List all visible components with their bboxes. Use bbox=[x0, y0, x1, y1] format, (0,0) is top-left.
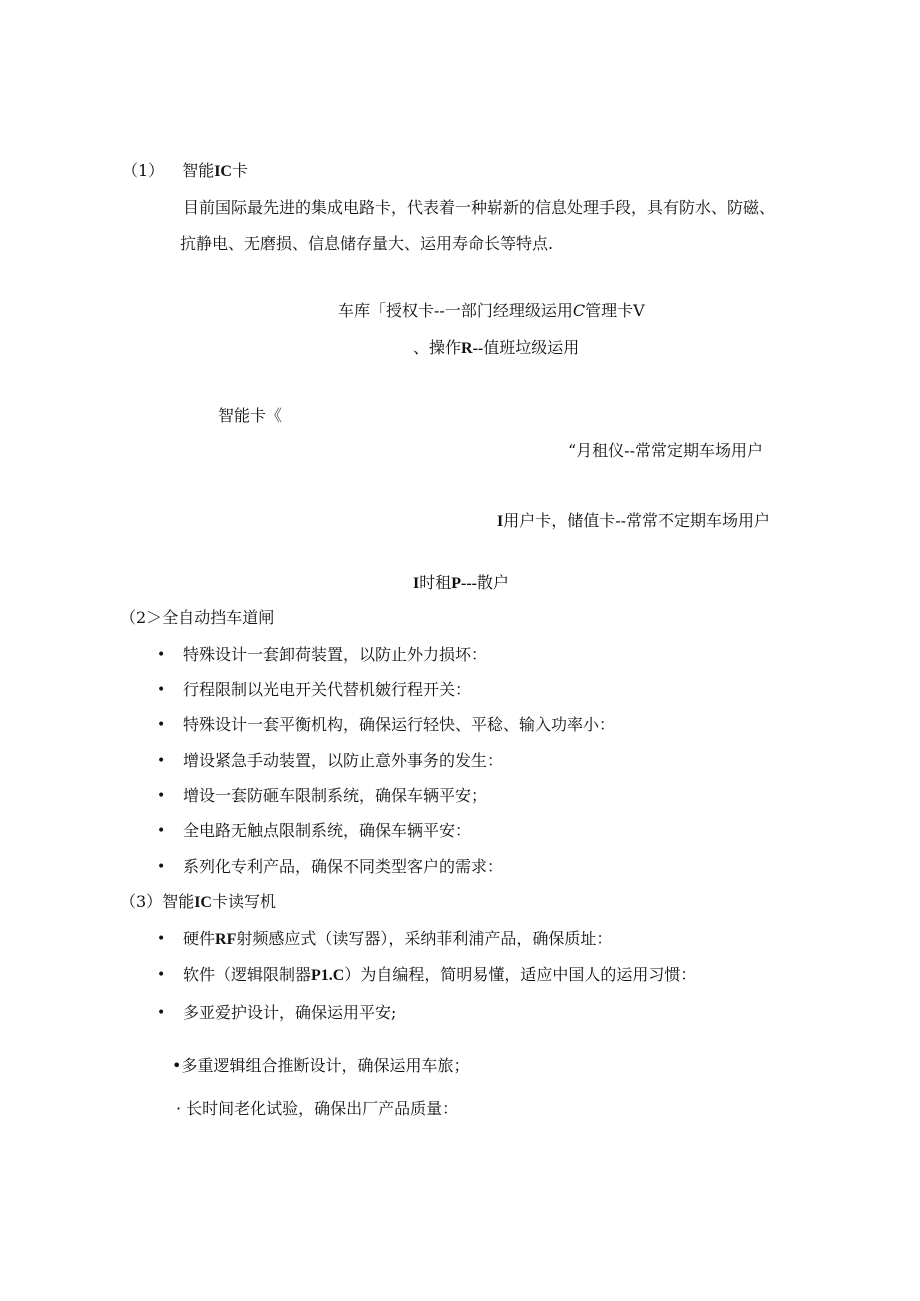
section1-desc-line1: 目前国际最先进的集成电路卡，代表着一种崭新的信息处理手段，具有防水、防磁、 bbox=[183, 198, 776, 217]
section3-heading bbox=[120, 891, 276, 914]
list-bullet: • bbox=[157, 823, 166, 839]
operator-card-line bbox=[413, 337, 579, 360]
hourly-i: I bbox=[413, 575, 420, 592]
section1-title-bold: IC bbox=[214, 163, 232, 180]
list-item: 特殊设计一套平衡机构，确保运行轻快、平稔、输入功率小： bbox=[183, 715, 616, 734]
list-bullet: • bbox=[157, 967, 166, 983]
list-bullet: • bbox=[157, 859, 166, 875]
list-item: 系列化专利产品，确保不同类型客户的需求： bbox=[183, 857, 504, 876]
section1-title-pre: 智能 bbox=[182, 161, 215, 180]
list-item: · 长时间老化试验，确保出厂产品质量： bbox=[176, 1099, 459, 1118]
operator-post: 值班垃级运用 bbox=[483, 338, 580, 357]
list-item: 全电路无触点限制系统，确保车辆平安： bbox=[183, 821, 472, 840]
list-item: 特殊设计一套卸荷装置，以防止外力损坏： bbox=[183, 645, 488, 664]
user-card-line bbox=[497, 510, 770, 533]
item1-pre: 硬件 bbox=[183, 929, 216, 948]
item2-post: ）为自编程，简明易懂，适应中国人的运用习惯： bbox=[344, 965, 697, 984]
list-item: 增设紧急手动装置，以防止意外事务的发生： bbox=[183, 751, 504, 770]
section3-number: （3） bbox=[120, 892, 163, 911]
hourly-pre: 时租 bbox=[419, 573, 452, 592]
list-item: •多重逻辑组合推断设计，确保运用车旅； bbox=[172, 1056, 470, 1075]
monthly-card-line: “月租仪--常常定期车场用户 bbox=[568, 441, 763, 460]
list-bullet: • bbox=[157, 717, 166, 733]
hourly-bold: P--- bbox=[451, 575, 478, 592]
smart-card-label: 智能卡《 bbox=[218, 406, 283, 425]
item1-post: 射频感应式（读写器），采纳菲利浦产品，确保质址： bbox=[236, 929, 613, 948]
list-bullet: • bbox=[157, 647, 166, 663]
operator-pre: 、操作 bbox=[413, 338, 462, 357]
user-card-i: I bbox=[497, 513, 504, 530]
item1-bold: RF bbox=[215, 931, 237, 948]
list-bullet: • bbox=[157, 1005, 166, 1021]
section1-number: （1） bbox=[122, 161, 165, 180]
garage-card-line bbox=[338, 300, 645, 322]
section3-title-post: 卡读写机 bbox=[211, 892, 276, 911]
list-item: 行程限制以光电开关代替机皴行程开关： bbox=[183, 680, 472, 699]
section1-heading bbox=[122, 160, 248, 183]
section3-title-bold: IC bbox=[194, 894, 212, 911]
list-bullet: • bbox=[157, 682, 166, 698]
garage-card-text: 车库「授权卡--一部门经理级运用 bbox=[338, 301, 573, 320]
hourly-card-line bbox=[413, 572, 509, 595]
list-bullet: • bbox=[157, 788, 166, 804]
list-item: 多亚爱护设计，确保运用平安; bbox=[183, 1003, 397, 1022]
list-bullet: • bbox=[157, 931, 166, 947]
garage-card-c: C bbox=[572, 301, 586, 320]
list-item: 增设一套防砸车限制系统，确保车辆平安； bbox=[183, 786, 488, 805]
item2-bold: P1.C bbox=[311, 967, 345, 984]
list-item bbox=[183, 928, 612, 951]
section3-title-pre: 智能 bbox=[162, 892, 195, 911]
garage-card-tail: 管理卡V bbox=[585, 301, 645, 320]
section2-number: （2＞ bbox=[120, 608, 163, 627]
operator-bold: R-- bbox=[461, 340, 484, 357]
item2-pre: 软件（逻辑限制器 bbox=[183, 965, 312, 984]
hourly-post: 散户 bbox=[477, 573, 510, 592]
user-card-text: 用户卡，储值卡--常常不定期车场用户 bbox=[503, 511, 771, 530]
list-bullet: • bbox=[157, 753, 166, 769]
section1-title-post: 卡 bbox=[231, 161, 248, 180]
section1-desc-line2: 抗静电、无磨损、信息储存量大、运用寿命长等特点. bbox=[180, 234, 554, 253]
section2-heading bbox=[120, 607, 274, 629]
section2-title: 全自动挡车道闸 bbox=[162, 608, 275, 627]
list-item bbox=[183, 964, 696, 987]
